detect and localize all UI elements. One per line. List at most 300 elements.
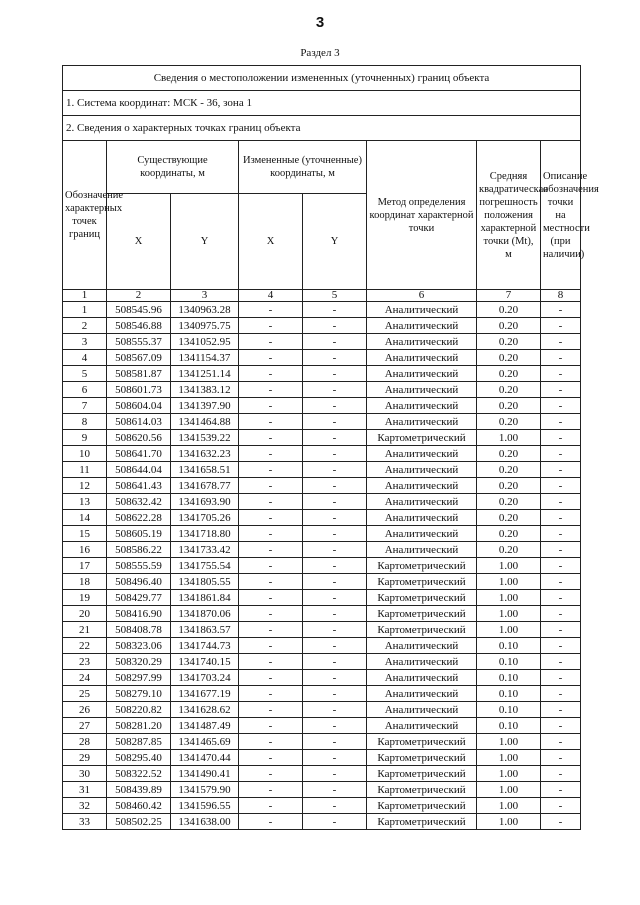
cell-changed-x: -: [239, 398, 303, 414]
table-row: [63, 686, 581, 702]
cell-description: -: [541, 574, 581, 590]
cell-method: Картометрический: [367, 574, 477, 590]
column-number: 1: [63, 290, 107, 302]
cell-mean-error: 1.00: [477, 750, 541, 766]
cell-method: Картометрический: [367, 590, 477, 606]
cell-changed-y: -: [303, 446, 367, 462]
cell-description: -: [541, 686, 581, 702]
cell-changed-x: -: [239, 350, 303, 366]
cell-changed-y: -: [303, 798, 367, 814]
cell-existing-y: 1341755.54: [171, 558, 239, 574]
cell-existing-x: 508644.04: [107, 462, 171, 478]
cell-changed-y: -: [303, 510, 367, 526]
cell-existing-y: 1341470.44: [171, 750, 239, 766]
cell-method: Аналитический: [367, 510, 477, 526]
cell-changed-x: -: [239, 766, 303, 782]
cell-changed-x: -: [239, 302, 303, 318]
cell-changed-x: -: [239, 734, 303, 750]
cell-description: -: [541, 606, 581, 622]
cell-changed-y: -: [303, 462, 367, 478]
column-number: 2: [107, 290, 171, 302]
cell-method: Аналитический: [367, 526, 477, 542]
cell-point-number: 13: [63, 494, 107, 510]
cell-changed-y: -: [303, 414, 367, 430]
cell-mean-error: 0.20: [477, 478, 541, 494]
cell-changed-y: -: [303, 542, 367, 558]
header-description: Описание обозначения точки на местности (при наличии): [541, 141, 581, 290]
cell-existing-x: 508601.73: [107, 382, 171, 398]
coord-system-row: 1. Система координат: МСК - 36, зона 1: [63, 91, 581, 116]
cell-existing-y: 1341861.84: [171, 590, 239, 606]
cell-changed-y: -: [303, 622, 367, 638]
cell-method: Картометрический: [367, 558, 477, 574]
section-label: Раздел 3: [300, 47, 340, 59]
cell-mean-error: 1.00: [477, 734, 541, 750]
header-changed-coords: Измененные (уточненные) координаты, м: [239, 141, 367, 194]
cell-existing-y: 1341383.12: [171, 382, 239, 398]
cell-mean-error: 0.20: [477, 350, 541, 366]
cell-mean-error: 0.20: [477, 462, 541, 478]
cell-point-number: 33: [63, 814, 107, 830]
cell-point-number: 25: [63, 686, 107, 702]
cell-description: -: [541, 766, 581, 782]
cell-changed-x: -: [239, 366, 303, 382]
cell-description: -: [541, 590, 581, 606]
header-point-designation: Обозначение характерных точек границ: [63, 141, 107, 290]
cell-method: Картометрический: [367, 606, 477, 622]
table-row: [63, 494, 581, 510]
cell-changed-x: -: [239, 446, 303, 462]
cell-changed-x: -: [239, 670, 303, 686]
table-row: [63, 702, 581, 718]
cell-existing-y: 1341579.90: [171, 782, 239, 798]
cell-point-number: 19: [63, 590, 107, 606]
cell-changed-x: -: [239, 430, 303, 446]
table-row: [63, 350, 581, 366]
cell-existing-y: 1341693.90: [171, 494, 239, 510]
cell-method: Аналитический: [367, 542, 477, 558]
cell-point-number: 7: [63, 398, 107, 414]
cell-method: Картометрический: [367, 622, 477, 638]
cell-existing-x: 508496.40: [107, 574, 171, 590]
table-row: [63, 670, 581, 686]
cell-point-number: 12: [63, 478, 107, 494]
cell-point-number: 8: [63, 414, 107, 430]
cell-point-number: 3: [63, 334, 107, 350]
table-row: [63, 766, 581, 782]
cell-changed-x: -: [239, 590, 303, 606]
cell-mean-error: 0.10: [477, 702, 541, 718]
column-number: 6: [367, 290, 477, 302]
cell-mean-error: 1.00: [477, 798, 541, 814]
cell-description: -: [541, 334, 581, 350]
table-row: [63, 574, 581, 590]
table-row: [63, 734, 581, 750]
cell-description: -: [541, 734, 581, 750]
cell-existing-y: 1341490.41: [171, 766, 239, 782]
cell-existing-y: 1340963.28: [171, 302, 239, 318]
cell-point-number: 21: [63, 622, 107, 638]
cell-changed-y: -: [303, 398, 367, 414]
cell-mean-error: 0.20: [477, 382, 541, 398]
cell-point-number: 26: [63, 702, 107, 718]
table-caption: Сведения о местоположении измененных (уточненных) границ объекта: [63, 66, 581, 91]
cell-changed-y: -: [303, 606, 367, 622]
cell-changed-y: -: [303, 590, 367, 606]
cell-method: Картометрический: [367, 782, 477, 798]
cell-existing-x: 508546.88: [107, 318, 171, 334]
cell-changed-y: -: [303, 382, 367, 398]
cell-existing-x: 508641.70: [107, 446, 171, 462]
cell-existing-x: 508614.03: [107, 414, 171, 430]
cell-changed-y: -: [303, 478, 367, 494]
cell-existing-y: 1341154.37: [171, 350, 239, 366]
cell-description: -: [541, 702, 581, 718]
cell-mean-error: 0.20: [477, 526, 541, 542]
cell-description: -: [541, 510, 581, 526]
page-number: 3: [315, 14, 325, 31]
cell-existing-x: 508502.25: [107, 814, 171, 830]
cell-changed-y: -: [303, 366, 367, 382]
cell-changed-y: -: [303, 766, 367, 782]
cell-point-number: 30: [63, 766, 107, 782]
cell-changed-y: -: [303, 334, 367, 350]
cell-method: Аналитический: [367, 446, 477, 462]
cell-changed-y: -: [303, 494, 367, 510]
cell-changed-x: -: [239, 574, 303, 590]
table-row: [63, 382, 581, 398]
cell-description: -: [541, 670, 581, 686]
cell-existing-x: 508408.78: [107, 622, 171, 638]
cell-changed-y: -: [303, 558, 367, 574]
table-row: [63, 558, 581, 574]
cell-point-number: 23: [63, 654, 107, 670]
cell-changed-x: -: [239, 510, 303, 526]
cell-method: Аналитический: [367, 494, 477, 510]
column-number: 8: [541, 290, 581, 302]
cell-point-number: 28: [63, 734, 107, 750]
cell-existing-y: 1341733.42: [171, 542, 239, 558]
cell-point-number: 20: [63, 606, 107, 622]
cell-existing-x: 508555.59: [107, 558, 171, 574]
cell-description: -: [541, 478, 581, 494]
cell-existing-x: 508416.90: [107, 606, 171, 622]
table-row: [63, 798, 581, 814]
cell-point-number: 1: [63, 302, 107, 318]
cell-changed-x: -: [239, 526, 303, 542]
cell-changed-x: -: [239, 542, 303, 558]
cell-existing-y: 1341677.19: [171, 686, 239, 702]
cell-method: Картометрический: [367, 766, 477, 782]
cell-description: -: [541, 638, 581, 654]
column-number: 7: [477, 290, 541, 302]
cell-existing-y: 1341464.88: [171, 414, 239, 430]
cell-mean-error: 1.00: [477, 590, 541, 606]
cell-description: -: [541, 654, 581, 670]
table-row: [63, 430, 581, 446]
cell-changed-x: -: [239, 462, 303, 478]
cell-existing-x: 508620.56: [107, 430, 171, 446]
cell-point-number: 27: [63, 718, 107, 734]
table-row: [63, 654, 581, 670]
cell-description: -: [541, 782, 581, 798]
cell-existing-y: 1341863.57: [171, 622, 239, 638]
cell-mean-error: 0.20: [477, 494, 541, 510]
cell-changed-y: -: [303, 670, 367, 686]
cell-point-number: 11: [63, 462, 107, 478]
column-number: 5: [303, 290, 367, 302]
cell-existing-y: 1341628.62: [171, 702, 239, 718]
cell-point-number: 16: [63, 542, 107, 558]
table-row: [63, 814, 581, 830]
header-existing-x: X: [107, 194, 171, 290]
cell-method: Картометрический: [367, 430, 477, 446]
cell-mean-error: 0.10: [477, 654, 541, 670]
table-row: [63, 478, 581, 494]
cell-method: Аналитический: [367, 654, 477, 670]
cell-existing-x: 508220.82: [107, 702, 171, 718]
cell-description: -: [541, 318, 581, 334]
column-number: 4: [239, 290, 303, 302]
cell-changed-y: -: [303, 702, 367, 718]
cell-changed-x: -: [239, 622, 303, 638]
cell-mean-error: 0.10: [477, 718, 541, 734]
column-number: 3: [171, 290, 239, 302]
table-row: [63, 542, 581, 558]
cell-mean-error: 0.20: [477, 302, 541, 318]
cell-changed-x: -: [239, 654, 303, 670]
cell-mean-error: 0.20: [477, 446, 541, 462]
table-row: [63, 638, 581, 654]
cell-changed-x: -: [239, 814, 303, 830]
table-row: [63, 398, 581, 414]
cell-method: Аналитический: [367, 478, 477, 494]
table-row: [63, 526, 581, 542]
cell-description: -: [541, 382, 581, 398]
cell-existing-x: 508439.89: [107, 782, 171, 798]
cell-mean-error: 0.10: [477, 686, 541, 702]
cell-changed-x: -: [239, 334, 303, 350]
cell-method: Картометрический: [367, 750, 477, 766]
cell-point-number: 9: [63, 430, 107, 446]
cell-description: -: [541, 446, 581, 462]
header-existing-coords: Существующие координаты, м: [107, 141, 239, 194]
cell-existing-x: 508279.10: [107, 686, 171, 702]
cell-point-number: 22: [63, 638, 107, 654]
cell-existing-y: 1341052.95: [171, 334, 239, 350]
cell-point-number: 15: [63, 526, 107, 542]
cell-changed-y: -: [303, 302, 367, 318]
cell-method: Картометрический: [367, 734, 477, 750]
cell-method: Картометрический: [367, 798, 477, 814]
cell-mean-error: 0.20: [477, 318, 541, 334]
cell-description: -: [541, 542, 581, 558]
table-row: [63, 446, 581, 462]
cell-changed-y: -: [303, 638, 367, 654]
cell-mean-error: 0.20: [477, 542, 541, 558]
cell-existing-x: 508545.96: [107, 302, 171, 318]
cell-method: Аналитический: [367, 302, 477, 318]
cell-description: -: [541, 398, 581, 414]
cell-existing-x: 508586.22: [107, 542, 171, 558]
cell-existing-y: 1341251.14: [171, 366, 239, 382]
cell-method: Аналитический: [367, 334, 477, 350]
cell-changed-y: -: [303, 686, 367, 702]
cell-point-number: 6: [63, 382, 107, 398]
cell-method: Аналитический: [367, 638, 477, 654]
cell-existing-y: 1341658.51: [171, 462, 239, 478]
cell-existing-y: 1341805.55: [171, 574, 239, 590]
cell-changed-x: -: [239, 606, 303, 622]
cell-method: Аналитический: [367, 702, 477, 718]
table-row: [63, 334, 581, 350]
header-changed-y: Y: [303, 194, 367, 290]
cell-mean-error: 0.20: [477, 414, 541, 430]
cell-description: -: [541, 622, 581, 638]
cell-point-number: 10: [63, 446, 107, 462]
cell-method: Аналитический: [367, 718, 477, 734]
cell-method: Аналитический: [367, 350, 477, 366]
cell-mean-error: 1.00: [477, 782, 541, 798]
cell-existing-y: 1341465.69: [171, 734, 239, 750]
header-method: Метод определения координат характерной точки: [367, 141, 477, 290]
cell-description: -: [541, 494, 581, 510]
cell-point-number: 31: [63, 782, 107, 798]
cell-method: Аналитический: [367, 382, 477, 398]
cell-mean-error: 0.20: [477, 510, 541, 526]
cell-point-number: 29: [63, 750, 107, 766]
cell-mean-error: 0.10: [477, 638, 541, 654]
cell-existing-y: 1341703.24: [171, 670, 239, 686]
cell-changed-x: -: [239, 750, 303, 766]
cell-existing-x: 508605.19: [107, 526, 171, 542]
cell-existing-x: 508297.99: [107, 670, 171, 686]
cell-existing-y: 1341539.22: [171, 430, 239, 446]
cell-description: -: [541, 350, 581, 366]
cell-point-number: 5: [63, 366, 107, 382]
cell-changed-y: -: [303, 718, 367, 734]
cell-changed-y: -: [303, 782, 367, 798]
cell-changed-y: -: [303, 350, 367, 366]
cell-mean-error: 1.00: [477, 814, 541, 830]
cell-description: -: [541, 814, 581, 830]
cell-mean-error: 0.20: [477, 398, 541, 414]
cell-existing-y: 1341487.49: [171, 718, 239, 734]
cell-point-number: 14: [63, 510, 107, 526]
cell-description: -: [541, 462, 581, 478]
cell-point-number: 4: [63, 350, 107, 366]
cell-changed-y: -: [303, 814, 367, 830]
cell-changed-x: -: [239, 318, 303, 334]
cell-mean-error: 1.00: [477, 574, 541, 590]
cell-changed-x: -: [239, 558, 303, 574]
cell-existing-x: 508295.40: [107, 750, 171, 766]
cell-existing-y: 1341740.15: [171, 654, 239, 670]
cell-changed-y: -: [303, 654, 367, 670]
cell-existing-y: 1341632.23: [171, 446, 239, 462]
cell-existing-y: 1341705.26: [171, 510, 239, 526]
cell-changed-x: -: [239, 494, 303, 510]
cell-changed-x: -: [239, 382, 303, 398]
cell-changed-x: -: [239, 782, 303, 798]
cell-changed-x: -: [239, 686, 303, 702]
cell-point-number: 17: [63, 558, 107, 574]
cell-method: Аналитический: [367, 686, 477, 702]
cell-changed-y: -: [303, 430, 367, 446]
cell-changed-y: -: [303, 574, 367, 590]
cell-description: -: [541, 718, 581, 734]
cell-existing-x: 508323.06: [107, 638, 171, 654]
cell-existing-x: 508604.04: [107, 398, 171, 414]
table-row: [63, 318, 581, 334]
cell-existing-x: 508460.42: [107, 798, 171, 814]
cell-changed-y: -: [303, 526, 367, 542]
table-row: [63, 510, 581, 526]
points-title-row: 2. Сведения о характерных точках границ объекта: [63, 116, 581, 141]
cell-method: Аналитический: [367, 366, 477, 382]
table-row: [63, 622, 581, 638]
cell-method: Аналитический: [367, 414, 477, 430]
cell-existing-y: 1341638.00: [171, 814, 239, 830]
cell-existing-x: 508632.42: [107, 494, 171, 510]
table-row: [63, 414, 581, 430]
cell-existing-x: 508320.29: [107, 654, 171, 670]
cell-changed-x: -: [239, 414, 303, 430]
cell-description: -: [541, 430, 581, 446]
table-row: [63, 606, 581, 622]
cell-method: Аналитический: [367, 398, 477, 414]
cell-mean-error: 1.00: [477, 430, 541, 446]
cell-existing-y: 1341718.80: [171, 526, 239, 542]
cell-changed-x: -: [239, 702, 303, 718]
cell-point-number: 32: [63, 798, 107, 814]
cell-existing-x: 508581.87: [107, 366, 171, 382]
cell-changed-x: -: [239, 718, 303, 734]
cell-method: Картометрический: [367, 814, 477, 830]
header-existing-y: Y: [171, 194, 239, 290]
cell-existing-x: 508322.52: [107, 766, 171, 782]
cell-existing-x: 508555.37: [107, 334, 171, 350]
cell-method: Аналитический: [367, 462, 477, 478]
cell-method: Аналитический: [367, 318, 477, 334]
cell-mean-error: 1.00: [477, 622, 541, 638]
table-row: [63, 750, 581, 766]
table-row: [63, 462, 581, 478]
cell-changed-y: -: [303, 750, 367, 766]
cell-changed-y: -: [303, 318, 367, 334]
table-row: [63, 718, 581, 734]
cell-description: -: [541, 798, 581, 814]
table-row: [63, 302, 581, 318]
cell-existing-x: 508622.28: [107, 510, 171, 526]
cell-point-number: 2: [63, 318, 107, 334]
cell-changed-x: -: [239, 478, 303, 494]
cell-mean-error: 0.20: [477, 334, 541, 350]
cell-mean-error: 1.00: [477, 606, 541, 622]
boundary-points-table: [62, 65, 599, 830]
cell-existing-x: 508641.43: [107, 478, 171, 494]
table-row: [63, 590, 581, 606]
cell-point-number: 18: [63, 574, 107, 590]
cell-description: -: [541, 526, 581, 542]
cell-existing-y: 1341397.90: [171, 398, 239, 414]
cell-existing-x: 508429.77: [107, 590, 171, 606]
cell-point-number: 24: [63, 670, 107, 686]
header-mean-error: Средняя квадратическая погрешность положения характерной точки (Mt), м: [477, 141, 541, 290]
cell-existing-x: 508287.85: [107, 734, 171, 750]
cell-description: -: [541, 414, 581, 430]
cell-description: -: [541, 302, 581, 318]
